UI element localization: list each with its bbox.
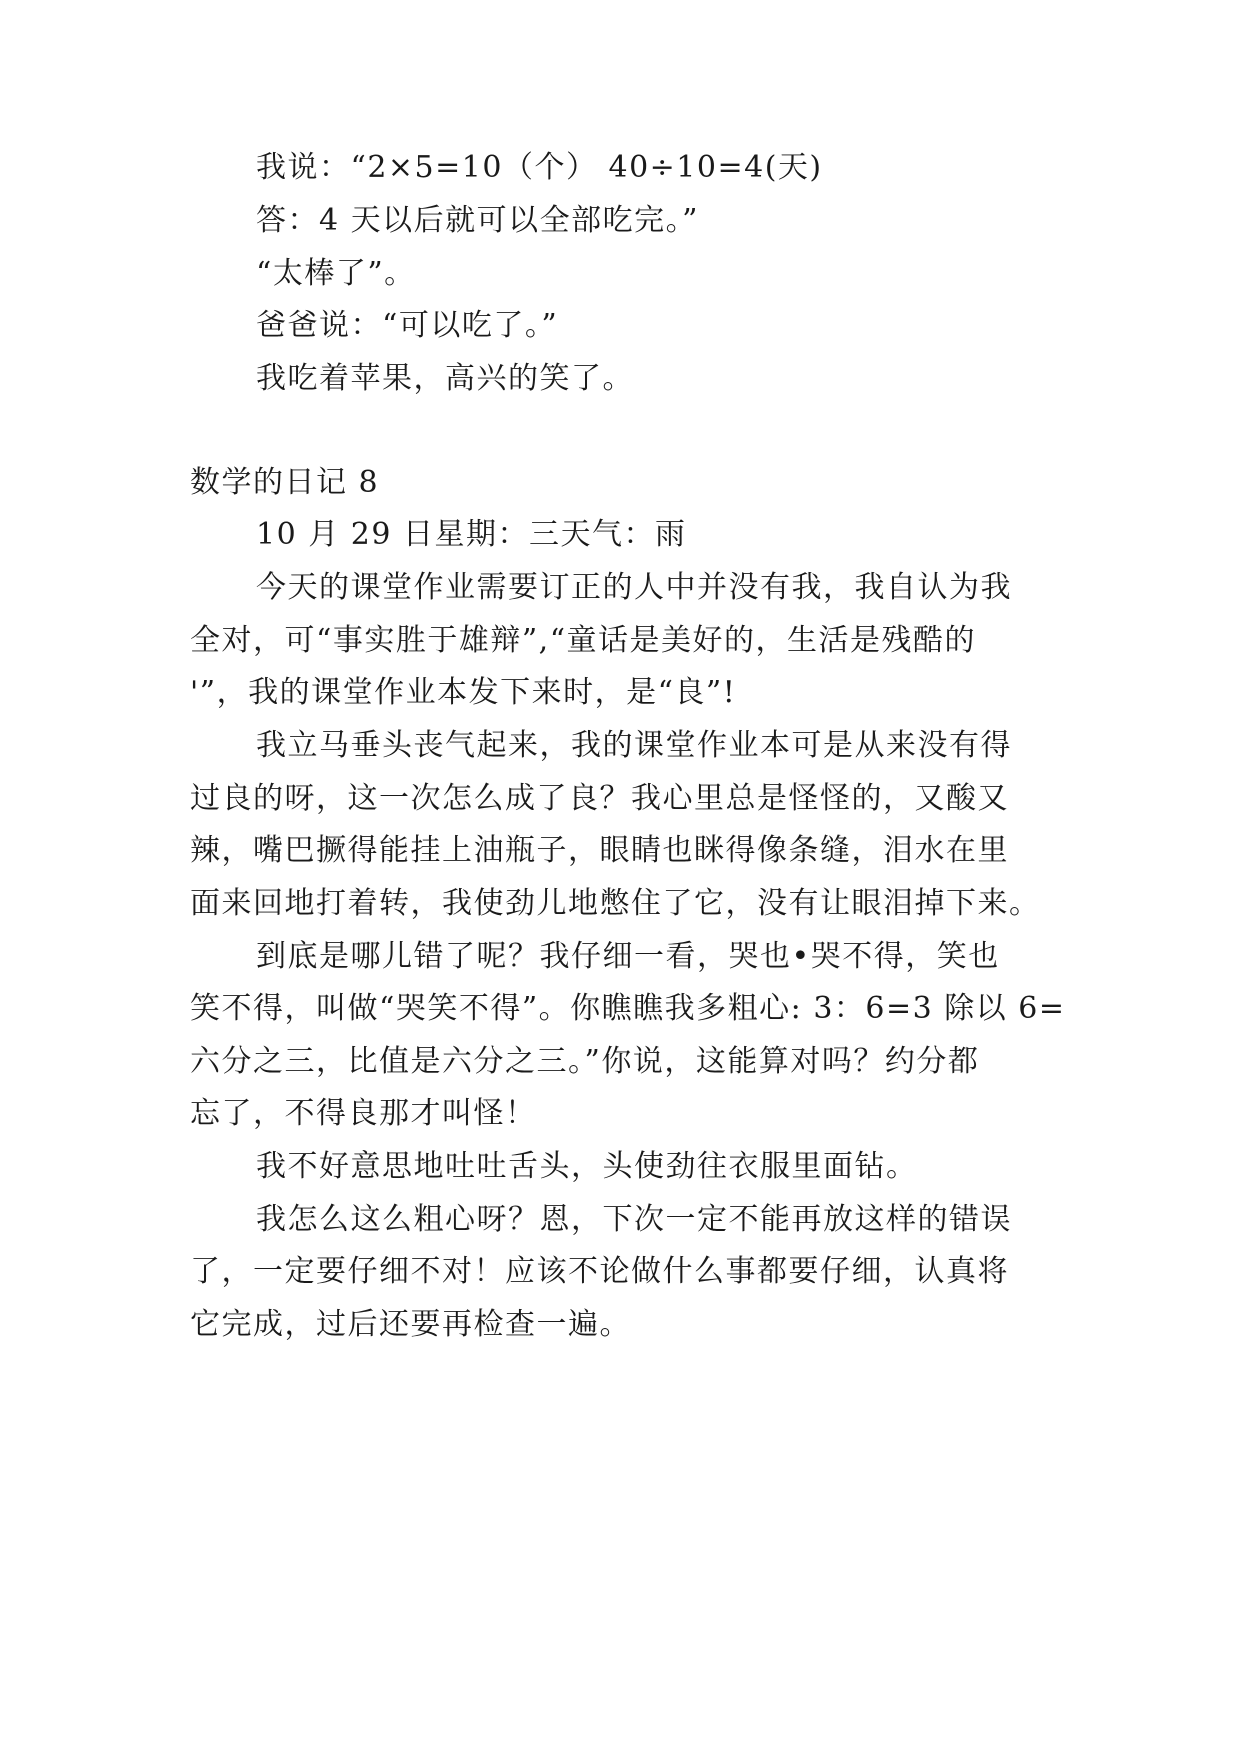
- paragraph-line: 笑不得，叫做“哭笑不得”。你瞧瞧我多粗心: 3：6=3 除以 6=: [190, 991, 1066, 1026]
- paragraph-line: 我立马垂头丧气起来，我的课堂作业本可是从来没有得: [256, 728, 1012, 763]
- paragraph-line: 了，一定要仔细不对！应该不论做什么事都要仔细，认真将: [190, 1254, 1009, 1289]
- dialogue-line: 我说：“2×5=10（个） 40÷10=4(天): [256, 150, 823, 185]
- paragraph-line: '”，我的课堂作业本发下来时，是“良”!: [190, 675, 737, 710]
- paragraph-line: 忘了，不得良那才叫怪！: [190, 1096, 537, 1131]
- paragraph-line: 六分之三，比值是六分之三。”你说，这能算对吗？约分都: [190, 1044, 980, 1079]
- paragraph-line: 我不好意思地吐吐舌头，头使劲往衣服里面钻。: [256, 1149, 918, 1184]
- paragraph-line: 过良的呀，这一次怎么成了良？我心里总是怪怪的，又酸又: [190, 781, 1009, 816]
- dialogue-line: 答：4 天以后就可以全部吃完。”: [256, 203, 699, 238]
- dialogue-line: “太棒了”。: [256, 256, 416, 291]
- paragraph-line: 今天的课堂作业需要订正的人中并没有我，我自认为我: [256, 570, 1012, 605]
- dialogue-line: 我吃着苹果，高兴的笑了。: [256, 361, 634, 396]
- paragraph-line: 它完成，过后还要再检查一遍。: [190, 1307, 631, 1342]
- paragraph-line: 辣，嘴巴撅得能挂上油瓶子，眼睛也眯得像条缝，泪水在里: [190, 833, 1009, 868]
- dialogue-line: 爸爸说：“可以吃了。”: [256, 308, 559, 343]
- paragraph-line: 我怎么这么粗心呀？恩，下次一定不能再放这样的错误: [256, 1202, 1012, 1237]
- paragraph-line: 面来回地打着转，我使劲儿地憋住了它，没有让眼泪掉下来。: [190, 886, 1041, 921]
- diary-title: 数学的日记 8: [190, 465, 380, 500]
- paragraph-line: 到底是哪儿错了呢？我仔细一看，哭也•哭不得，笑也: [256, 939, 1000, 974]
- date-line: 10 月 29 日星期：三天气：雨: [256, 517, 687, 552]
- paragraph-line: 全对，可“事实胜于雄辩”,“童话是美好的，生活是残酷的: [190, 623, 977, 658]
